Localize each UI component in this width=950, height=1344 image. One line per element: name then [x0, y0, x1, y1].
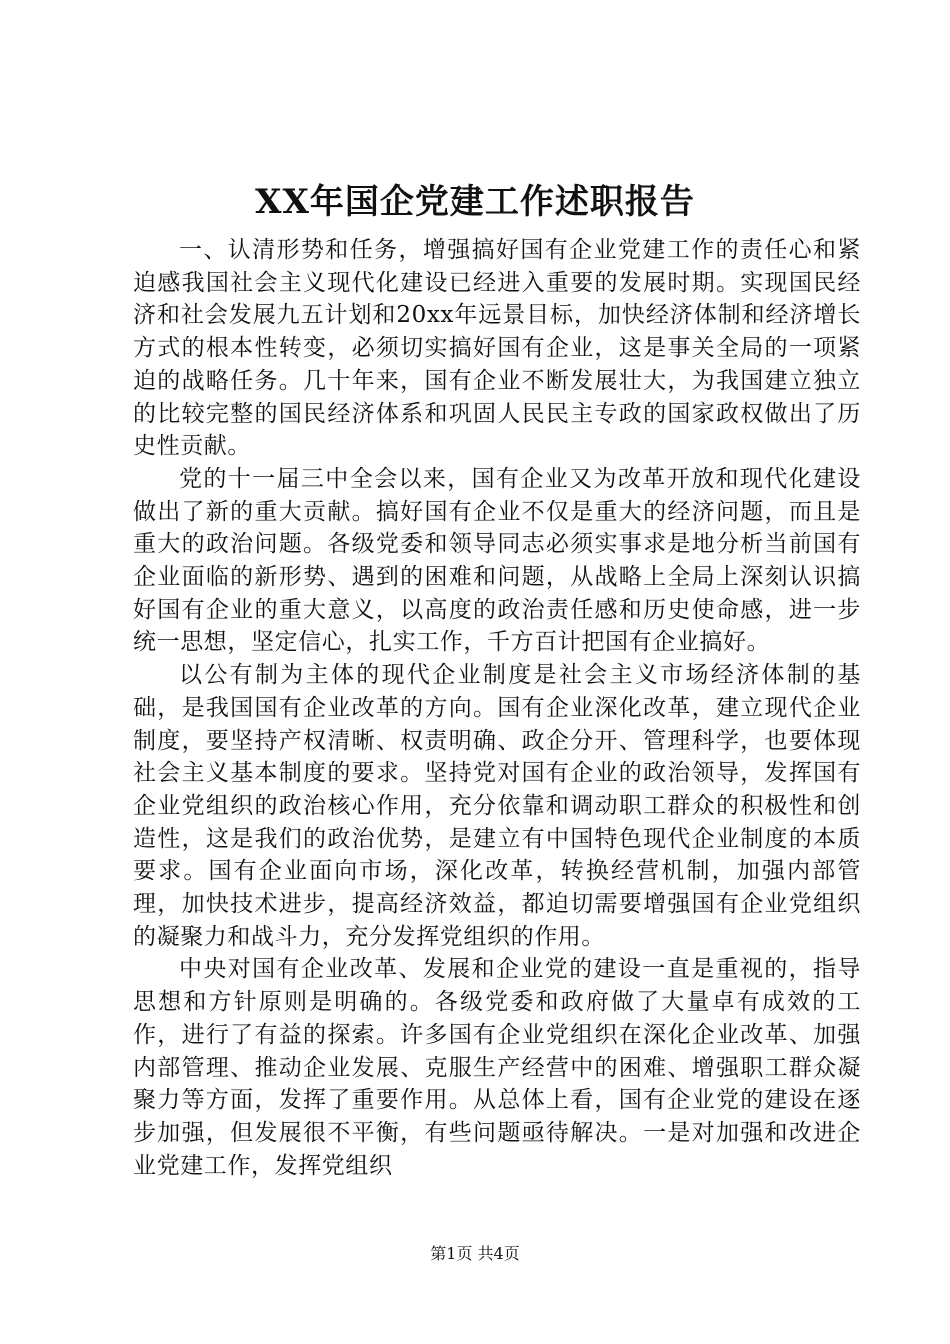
document-title: XX年国企党建工作述职报告	[255, 182, 695, 222]
paragraph-2: 党的十一届三中全会以来，国有企业又为改革开放和现代化建设做出了新的重大贡献。搞好国有企业不仅是重大的经济问题，而且是重大的政治问题。各级党委和领导同志必须实事求是地分析当前国有企业面临的新形势、遇到的困难和问题，从战略上全局上深刻认识搞好国有企业的重大意义，以高度的政治责任感和历史使命感，进一步统一思想，坚定信心，扎实工作，千方百计把国有企业搞好。	[133, 465, 861, 656]
page-footer: 第1页 共4页	[430, 1244, 520, 1263]
document-body	[133, 234, 861, 1182]
paragraph-1: 一、认清形势和任务，增强搞好国有企业党建工作的责任心和紧迫感我国社会主义现代化建设已经进入重要的发展时期。实现国民经济和社会发展九五计划和20xx年远景目标，加快经济体制和经济增长方式的根本性转变，必须切实搞好国有企业，这是事关全局的一项紧迫的战略任务。几十年来，国有企业不断发展壮大，为我国建立独立的比较完整的国民经济体系和巩固人民民主专政的国家政权做出了历史性贡献。	[133, 237, 861, 460]
paragraph-4: 中央对国有企业改革、发展和企业党的建设一直是重视的，指导思想和方针原则是明确的。各级党委和政府做了大量卓有成效的工作，进行了有益的探索。许多国有企业党组织在深化企业改革、加强内部管理、推动企业发展、克服生产经营中的困难、增强职工群众凝聚力等方面，发挥了重要作用。从总体上看，国有企业党的建设在逐步加强，但发展很不平衡，有些问题亟待解决。一是对加强和改进企业党建工作，发挥党组织	[133, 956, 861, 1179]
paragraph-3: 以公有制为主体的现代企业制度是社会主义市场经济体制的基础，是我国国有企业改革的方向。国有企业深化改革，建立现代企业制度，要坚持产权清晰、权责明确、政企分开、管理科学，也要体现社会主义基本制度的要求。坚持党对国有企业的政治领导，发挥国有企业党组织的政治核心作用，充分依靠和调动职工群众的积极性和创造性，这是我们的政治优势，是建立有中国特色现代企业制度的本质要求。国有企业面向市场，深化改革，转换经营机制，加强内部管理，加快技术进步，提高经济效益，都迫切需要增强国有企业党组织的凝聚力和战斗力，充分发挥党组织的作用。	[133, 662, 861, 950]
